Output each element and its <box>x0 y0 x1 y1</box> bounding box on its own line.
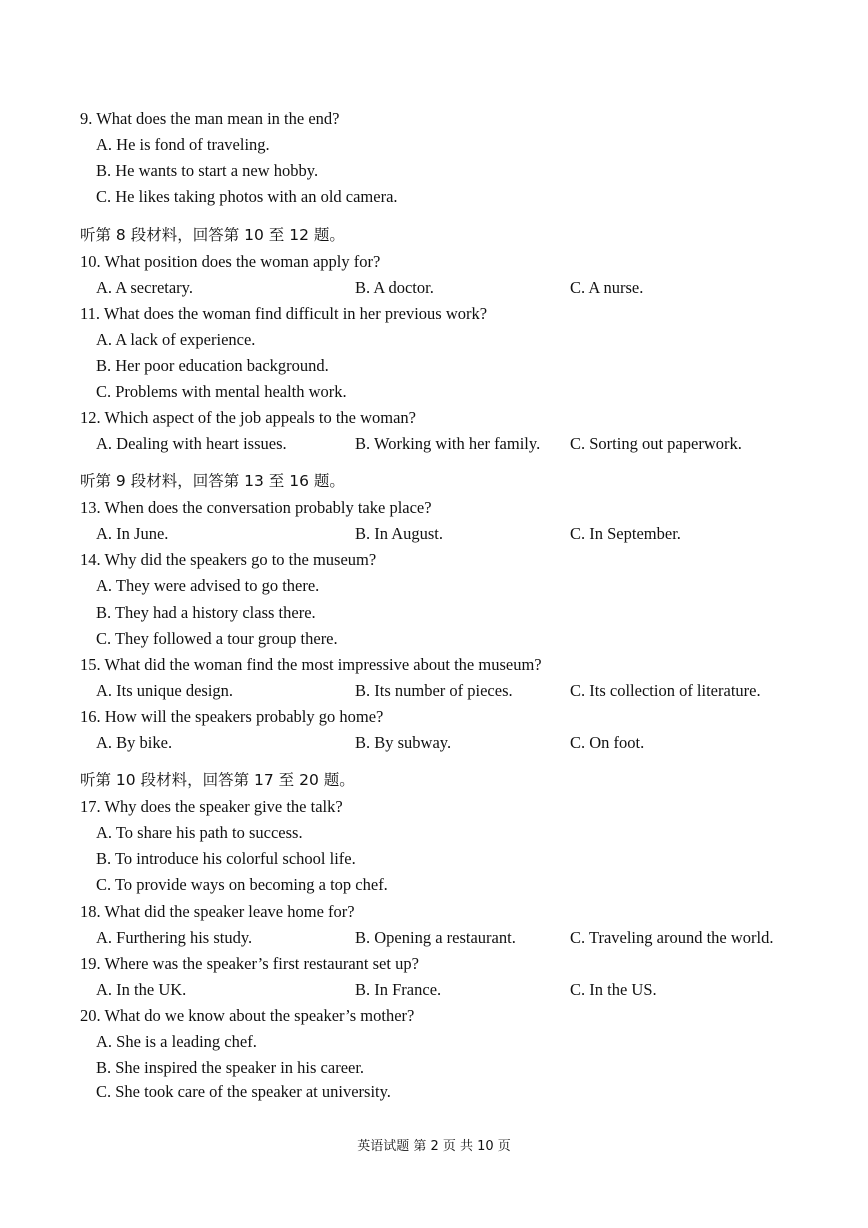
question-11-stem: 11. What does the woman find difficult in her previous work? <box>80 304 488 323</box>
question-15-option-c: C. Its collection of literature. <box>570 681 761 700</box>
question-20-stem: 20. What do we know about the speaker’s mother? <box>80 1006 415 1025</box>
question-18-option-c: C. Traveling around the world. <box>570 928 774 947</box>
question-17-option-b: B. To introduce his colorful school life. <box>96 849 356 868</box>
question-15-option-a: A. Its unique design. <box>96 681 234 700</box>
question-16-option-b: B. By subway. <box>355 733 452 752</box>
question-18-option-b: B. Opening a restaurant. <box>355 928 516 947</box>
question-12-option-b: B. Working with her family. <box>355 434 541 453</box>
question-19-option-b: B. In France. <box>355 980 442 999</box>
question-14-option-c: C. They followed a tour group there. <box>96 629 338 648</box>
section-10-heading: 听第 10 段材料，回答第 17 至 20 题。 <box>80 771 355 789</box>
question-17-option-a: A. To share his path to success. <box>96 823 303 842</box>
question-17-option-c: C. To provide ways on becoming a top chef. <box>96 875 388 894</box>
question-15-option-b: B. Its number of pieces. <box>355 681 513 700</box>
question-9-option-a: A. He is fond of traveling. <box>96 135 270 154</box>
question-20-option-b: B. She inspired the speaker in his career. <box>96 1058 365 1077</box>
question-9-option-b: B. He wants to start a new hobby. <box>96 161 319 180</box>
question-11-option-b: B. Her poor education background. <box>96 356 329 375</box>
question-16-option-c: C. On foot. <box>570 733 645 752</box>
question-15-stem: 15. What did the woman find the most impressive about the museum? <box>80 655 542 674</box>
question-12-option-a: A. Dealing with heart issues. <box>96 434 287 453</box>
question-16-option-a: A. By bike. <box>96 733 173 752</box>
section-9-heading: 听第 9 段材料，回答第 13 至 16 题。 <box>80 472 345 490</box>
question-10-option-c: C. A nurse. <box>570 278 644 297</box>
question-14-stem: 14. Why did the speakers go to the museum? <box>80 550 377 569</box>
question-13-option-c: C. In September. <box>570 524 681 543</box>
question-18-option-a: A. Furthering his study. <box>96 928 253 947</box>
question-9-stem: 9. What does the man mean in the end? <box>80 109 340 128</box>
question-20-option-a: A. She is a leading chef. <box>96 1032 257 1051</box>
question-10-option-b: B. A doctor. <box>355 278 434 297</box>
question-19-option-c: C. In the US. <box>570 980 657 999</box>
question-20-option-c: C. She took care of the speaker at university. <box>96 1082 391 1101</box>
question-9-option-c: C. He likes taking photos with an old camera. <box>96 187 398 206</box>
question-10-stem: 10. What position does the woman apply for? <box>80 252 381 271</box>
question-11-option-c: C. Problems with mental health work. <box>96 382 347 401</box>
question-16-stem: 16. How will the speakers probably go home? <box>80 707 384 726</box>
question-12-stem: 12. Which aspect of the job appeals to the woman? <box>80 408 417 427</box>
question-19-stem: 19. Where was the speaker’s first restaurant set up? <box>80 954 419 973</box>
question-13-option-a: A. In June. <box>96 524 169 543</box>
question-18-stem: 18. What did the speaker leave home for? <box>80 902 355 921</box>
question-14-option-b: B. They had a history class there. <box>96 603 316 622</box>
question-17-stem: 17. Why does the speaker give the talk? <box>80 797 343 816</box>
page-footer: 英语试题 第 2 页 共 10 页 <box>357 1139 511 1154</box>
question-13-option-b: B. In August. <box>355 524 444 543</box>
section-8-heading: 听第 8 段材料，回答第 10 至 12 题。 <box>80 226 345 244</box>
question-11-option-a: A. A lack of experience. <box>96 330 256 349</box>
question-13-stem: 13. When does the conversation probably take place? <box>80 498 432 517</box>
question-14-option-a: A. They were advised to go there. <box>96 576 320 595</box>
question-12-option-c: C. Sorting out paperwork. <box>570 434 742 453</box>
question-19-option-a: A. In the UK. <box>96 980 187 999</box>
question-10-option-a: A. A secretary. <box>96 278 193 297</box>
